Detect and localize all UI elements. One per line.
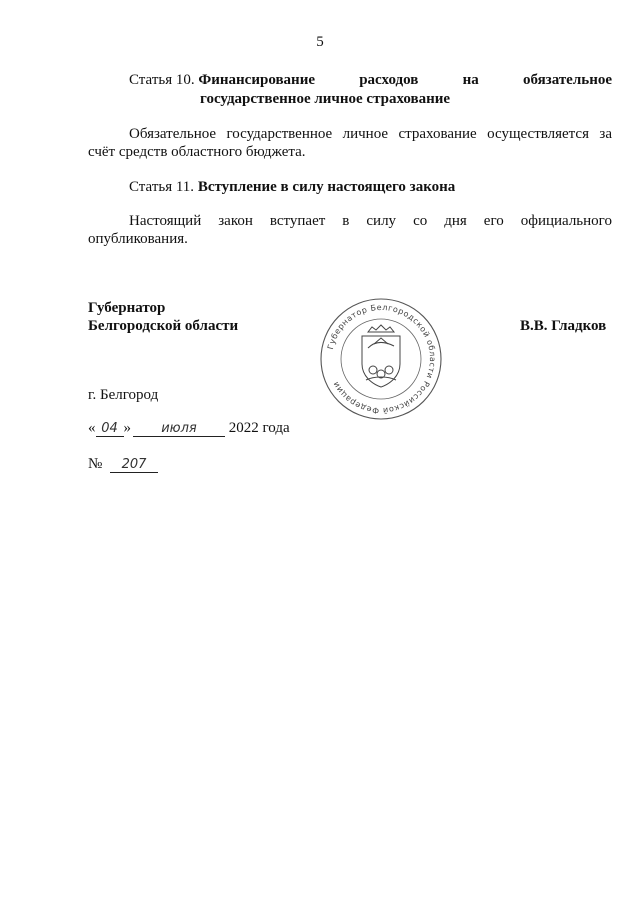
date-open-quote: « — [88, 420, 96, 436]
body-word: за — [599, 126, 612, 142]
body-word: его — [483, 213, 504, 229]
article10-heading-line1 — [129, 70, 612, 90]
article11-heading — [129, 177, 455, 197]
date-day: 04 — [96, 421, 124, 437]
body-word: в — [342, 213, 350, 229]
article10-heading-first — [129, 70, 315, 90]
signatory-position-line1: Губернатор — [88, 300, 166, 316]
date-line — [88, 418, 290, 438]
article10-title-word: на — [462, 72, 479, 88]
date-year: 2022 года — [228, 420, 290, 436]
signatory-position-line2: Белгородской области — [88, 318, 239, 334]
body-word: страхование — [398, 126, 477, 142]
body-word: вступает — [269, 213, 326, 229]
body-word: Настоящий — [129, 213, 202, 229]
number-value: 207 — [110, 457, 158, 473]
svg-text:Губернатор Белгородской област — [326, 303, 437, 415]
article11-label: Статья 11. — [129, 179, 195, 195]
official-seal — [318, 296, 444, 422]
body-word: дня — [444, 213, 467, 229]
page-number: 5 — [316, 34, 324, 50]
coat-of-arms-icon — [362, 325, 400, 387]
seal-ring-text: Губернатор Белгородской области Российской Федерации — [325, 302, 438, 416]
article10-label: Статья 10. — [129, 72, 195, 88]
body-word: со — [413, 213, 428, 229]
article10-body-line1 — [129, 124, 612, 144]
date-close-quote: » — [123, 420, 131, 436]
body-word: силу — [366, 213, 397, 229]
article11-body-line1 — [129, 211, 612, 231]
body-word: закон — [218, 213, 253, 229]
article10-title-word: Финансирование — [198, 72, 315, 88]
document-number — [88, 454, 158, 474]
body-word: официального — [520, 213, 612, 229]
article11-body-line2: опубликования. — [88, 231, 188, 247]
body-word: Обязательное — [129, 126, 217, 142]
body-word: личное — [342, 126, 389, 142]
article10-heading-line2: государственное личное страхование — [200, 91, 451, 107]
place: г. Белгород — [88, 387, 159, 403]
body-word: осуществляется — [487, 126, 589, 142]
signatory-name: В.В. Гладков — [520, 318, 607, 334]
article10-title-word: расходов — [359, 72, 419, 88]
body-word: государственное — [226, 126, 333, 142]
article10-title-word: обязательное — [522, 72, 612, 88]
number-prefix: № — [88, 456, 103, 472]
article10-body-line2: счёт средств областного бюджета. — [88, 144, 306, 160]
date-month: июля — [133, 421, 225, 437]
article11-title: Вступление в силу настоящего закона — [197, 179, 456, 195]
